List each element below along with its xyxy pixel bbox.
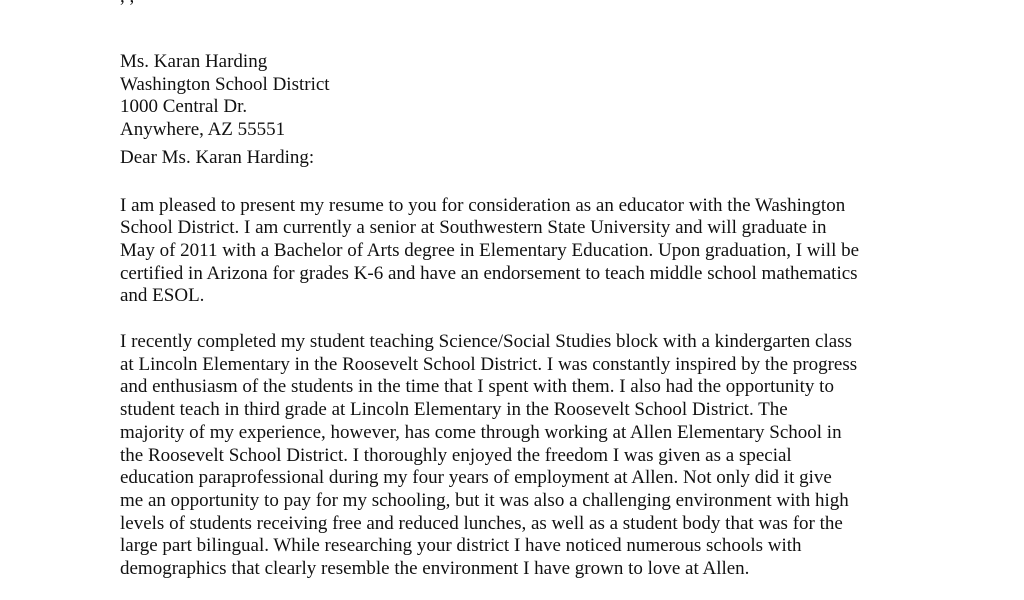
- paragraph-line: demographics that clearly resemble the environment I have grown to love at Allen.: [120, 558, 750, 580]
- paragraph-line: levels of students receiving free and reduced lunches, as well as a student body that was for the: [120, 512, 843, 534]
- recipient-address-block: [120, 51, 920, 142]
- recipient-organization: Washington School District: [120, 73, 330, 95]
- paragraph-line: and enthusiasm of the students in the time that I spent with them. I also had the opportunity to: [120, 376, 834, 398]
- cover-letter: [120, 51, 920, 581]
- paragraph-line: I am pleased to present my resume to you for consideration as an educator with the Washington: [120, 194, 846, 216]
- salutation: Dear Ms. Karan Harding:: [120, 146, 315, 168]
- body-paragraph-1: [120, 195, 920, 309]
- paragraph-line: School District. I am currently a senior at Southwestern State University and will graduate in: [120, 217, 827, 239]
- paragraph-line: student teach in third grade at Lincoln Elementary in the Roosevelt School District. The: [120, 399, 788, 421]
- recipient-name: Ms. Karan Harding: [120, 51, 268, 72]
- paragraph-line: education paraprofessional during my four years of employment at Allen. Not only did it give: [120, 467, 832, 489]
- paragraph-line: certified in Arizona for grades K-6 and have an endorsement to teach middle school mathematics: [120, 262, 858, 284]
- paragraph-line: me an opportunity to pay for my schooling, but it was also a challenging environment with high: [120, 489, 849, 511]
- paragraph-line: majority of my experience, however, has come through working at Allen Elementary School in: [120, 421, 842, 443]
- paragraph-line: I recently completed my student teaching Science/Social Studies block with a kindergarten class: [120, 331, 852, 353]
- paragraph-line: large part bilingual. While researching your district I have noticed numerous schools with: [120, 535, 802, 557]
- recipient-city-state-zip: Anywhere, AZ 55551: [120, 119, 286, 141]
- paragraph-line: the Roosevelt School District. I thoroughly enjoyed the freedom I was given as a special: [120, 444, 792, 466]
- paragraph-line: and ESOL.: [120, 285, 205, 307]
- paragraph-line: May of 2011 with a Bachelor of Arts degree in Elementary Education. Upon graduation, I will be: [120, 239, 860, 261]
- paragraph-line: at Lincoln Elementary in the Roosevelt School District. I was constantly inspired by the progress: [120, 353, 858, 375]
- body-paragraph-2: [120, 331, 920, 581]
- date-line-fragment: [120, 0, 134, 9]
- recipient-street: 1000 Central Dr.: [120, 96, 248, 118]
